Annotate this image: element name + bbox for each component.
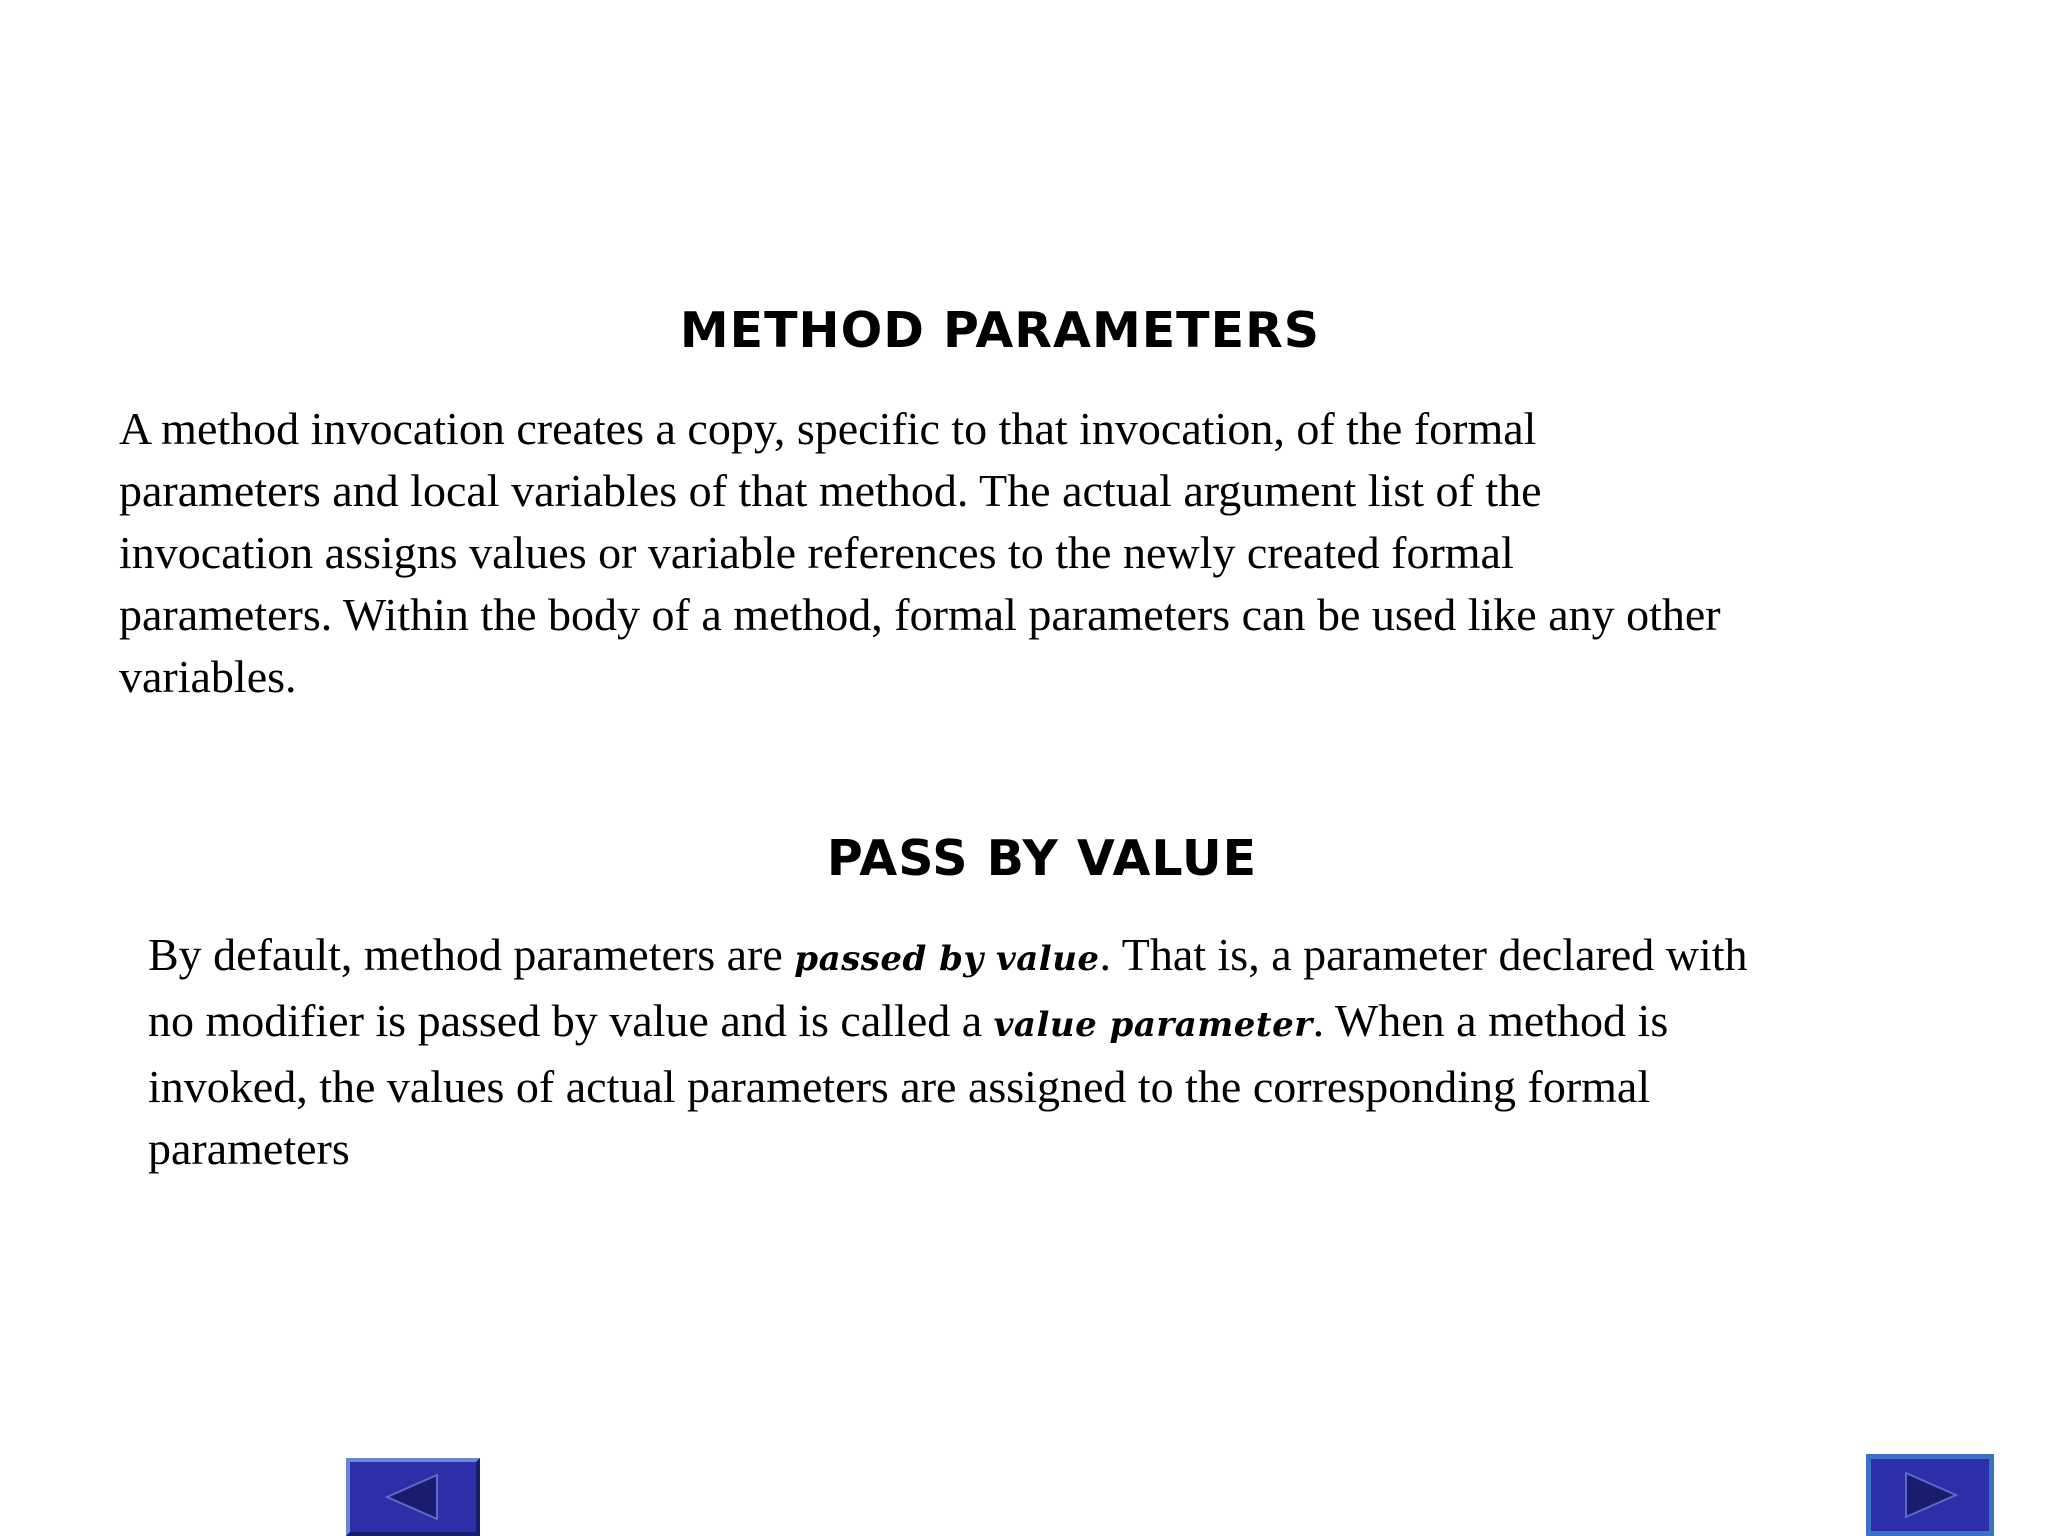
- previous-slide-button[interactable]: [346, 1458, 480, 1536]
- paragraph-line: parameters: [148, 1123, 350, 1174]
- triangle-left-icon: [383, 1471, 443, 1523]
- paragraph-line: parameters. Within the body of a method, formal parameters can be used like any other: [119, 589, 1721, 640]
- text-segment: By default, method parameters are: [148, 929, 795, 980]
- term-value-parameter: value parameter: [993, 1005, 1313, 1045]
- triangle-right-icon: [1900, 1469, 1960, 1521]
- paragraph-line: parameters and local variables of that method. The actual argument list of the: [119, 465, 1542, 516]
- text-segment: . When a method is: [1312, 995, 1669, 1046]
- method-parameters-paragraph: [119, 398, 1721, 708]
- heading-method-parameters-text: METHOD PARAMETERS: [679, 302, 1321, 359]
- paragraph-line: A method invocation creates a copy, specific to that invocation, of the formal: [119, 403, 1537, 454]
- paragraph-line: [148, 990, 1748, 1056]
- pass-by-value-paragraph: [148, 924, 1748, 1180]
- next-slide-button[interactable]: [1866, 1454, 1994, 1536]
- text-segment: no modifier is passed by value and is called a: [148, 995, 994, 1046]
- paragraph-line: invoked, the values of actual parameters are assigned to the corresponding formal: [148, 1061, 1651, 1112]
- text-segment: . That is, a parameter declared with: [1099, 929, 1748, 980]
- heading-pass-by-value-text: PASS BY VALUE: [826, 830, 1258, 887]
- paragraph-line: [148, 924, 1748, 990]
- paragraph-line: variables.: [119, 651, 297, 702]
- term-passed-by-value: passed by value: [794, 939, 1100, 979]
- paragraph-line: invocation assigns values or variable references to the newly created formal: [119, 527, 1514, 578]
